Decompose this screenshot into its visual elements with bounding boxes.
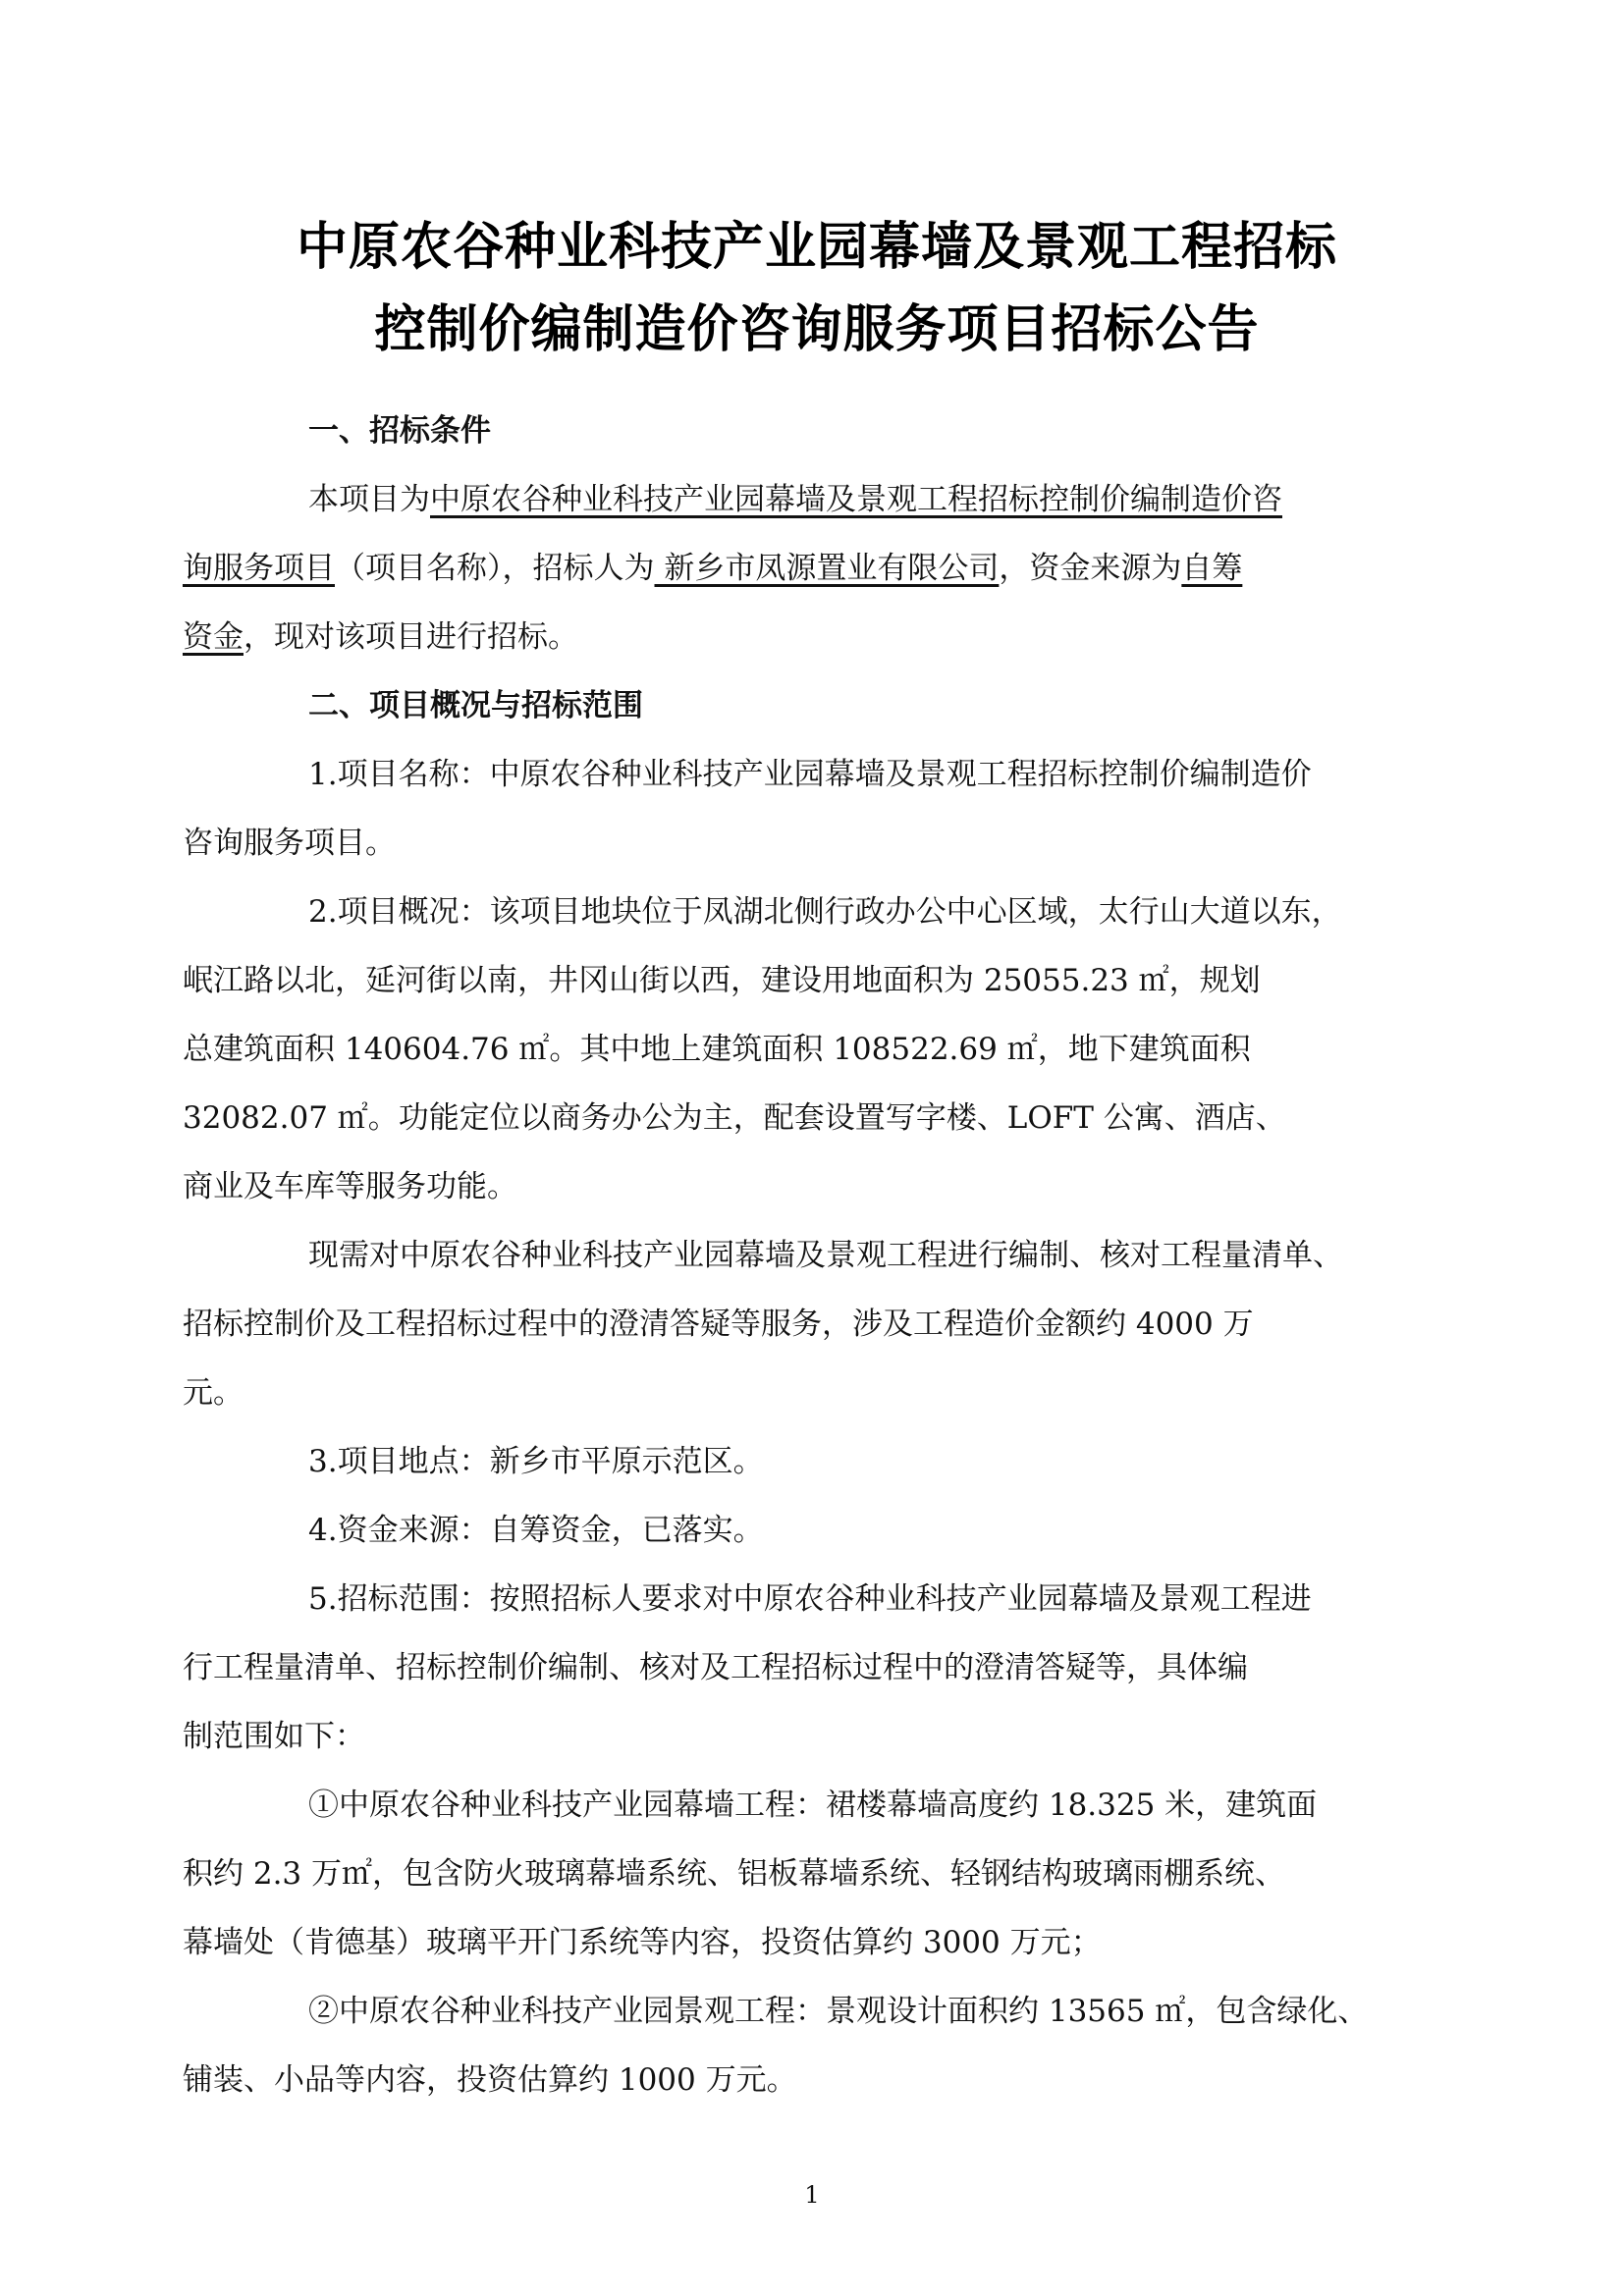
title-line-2: 控制价编制造价咨询服务项目招标公告 — [374, 300, 1260, 359]
text-line: 元。 — [183, 1375, 244, 1411]
project-name-underlined: 中原农谷种业科技产业园幕墙及景观工程招标控制价编制造价咨 — [430, 482, 1282, 517]
section-heading-project-overview: 二、项目概况与招标范围 — [308, 688, 643, 723]
text-line: ①中原农谷种业科技产业园幕墙工程：裙楼幕墙高度约 18.325 米，建筑面 — [308, 1788, 1318, 1823]
item-project-location — [245, 1427, 1388, 1496]
text-line: 招标控制价及工程招标过程中的澄清答疑等服务，涉及工程造价金额约 4000 万 — [183, 1307, 1254, 1342]
fund-source-underlined: 资金 — [183, 619, 244, 655]
text-line: 行工程量清单、招标控制价编制、核对及工程招标过程中的澄清答疑等，具体编 — [183, 1650, 1248, 1685]
document-title — [245, 206, 1388, 371]
item-bidding-scope — [183, 1565, 1388, 1771]
text-span: ，资金来源为 — [999, 551, 1182, 586]
text-line: 商业及车库等服务功能。 — [183, 1169, 517, 1204]
text-line — [183, 603, 1388, 671]
document-body — [183, 397, 1388, 2114]
text-line: 岷江路以北，延河街以南，井冈山街以西，建设用地面积为 25055.23 ㎡，规划 — [183, 963, 1261, 998]
fund-source-underlined: 自筹 — [1181, 551, 1243, 586]
item-project-overview — [183, 878, 1388, 1221]
item-fund-source — [245, 1496, 1388, 1565]
scope-description-paragraph — [183, 1221, 1388, 1427]
item-project-name — [183, 740, 1388, 878]
bidding-conditions-paragraph — [183, 465, 1388, 671]
text-span: ，现对该项目进行招标。 — [244, 619, 578, 655]
text-line: 4.资金来源：自筹资金，已落实。 — [308, 1513, 764, 1548]
text-line: ②中原农谷种业科技产业园景观工程：景观设计面积约 13565 ㎡，包含绿化、 — [308, 1994, 1369, 2029]
text-span: 本项目为 — [308, 482, 430, 517]
text-line: 1.项目名称：中原农谷种业科技产业园幕墙及景观工程招标控制价编制造价 — [308, 757, 1312, 792]
project-name-underlined: 询服务项目 — [183, 551, 335, 586]
page-number: 1 — [804, 2181, 820, 2209]
scope-item-landscape — [183, 1977, 1388, 2114]
text-line: 总建筑面积 140604.76 ㎡。其中地上建筑面积 108522.69 ㎡，地下建筑面积 — [183, 1032, 1251, 1067]
text-line: 2.项目概况：该项目地块位于凤湖北侧行政办公中心区域，太行山大道以东， — [308, 894, 1342, 930]
text-line: 幕墙处（肯德基）玻璃平开门系统等内容，投资估算约 3000 万元； — [183, 1925, 1102, 1960]
scope-item-curtain-wall — [183, 1771, 1388, 1977]
text-line: 32082.07 ㎡。功能定位以商务办公为主，配套设置写字楼、LOFT 公寓、酒店、 — [183, 1100, 1286, 1136]
bidder-name-underlined: 新乡市凤源置业有限公司 — [654, 551, 1000, 586]
text-line — [183, 534, 1388, 603]
text-line — [245, 465, 1388, 534]
text-line: 积约 2.3 万㎡，包含防火玻璃幕墙系统、铝板幕墙系统、轻钢结构玻璃雨棚系统、 — [183, 1856, 1286, 1892]
text-line: 制范围如下： — [183, 1719, 365, 1754]
text-line: 咨询服务项目。 — [183, 826, 396, 861]
section-heading-bidding-conditions: 一、招标条件 — [308, 413, 491, 449]
text-line: 3.项目地点：新乡市平原示范区。 — [308, 1444, 764, 1479]
title-line-1: 中原农谷种业科技产业园幕墙及景观工程招标 — [296, 218, 1337, 277]
text-line: 现需对中原农谷种业科技产业园幕墙及景观工程进行编制、核对工程量清单、 — [308, 1238, 1343, 1273]
text-line: 5.招标范围：按照招标人要求对中原农谷种业科技产业园幕墙及景观工程进 — [308, 1581, 1312, 1617]
text-span: （项目名称），招标人为 — [335, 551, 655, 586]
text-line: 铺装、小品等内容，投资估算约 1000 万元。 — [183, 2062, 797, 2098]
